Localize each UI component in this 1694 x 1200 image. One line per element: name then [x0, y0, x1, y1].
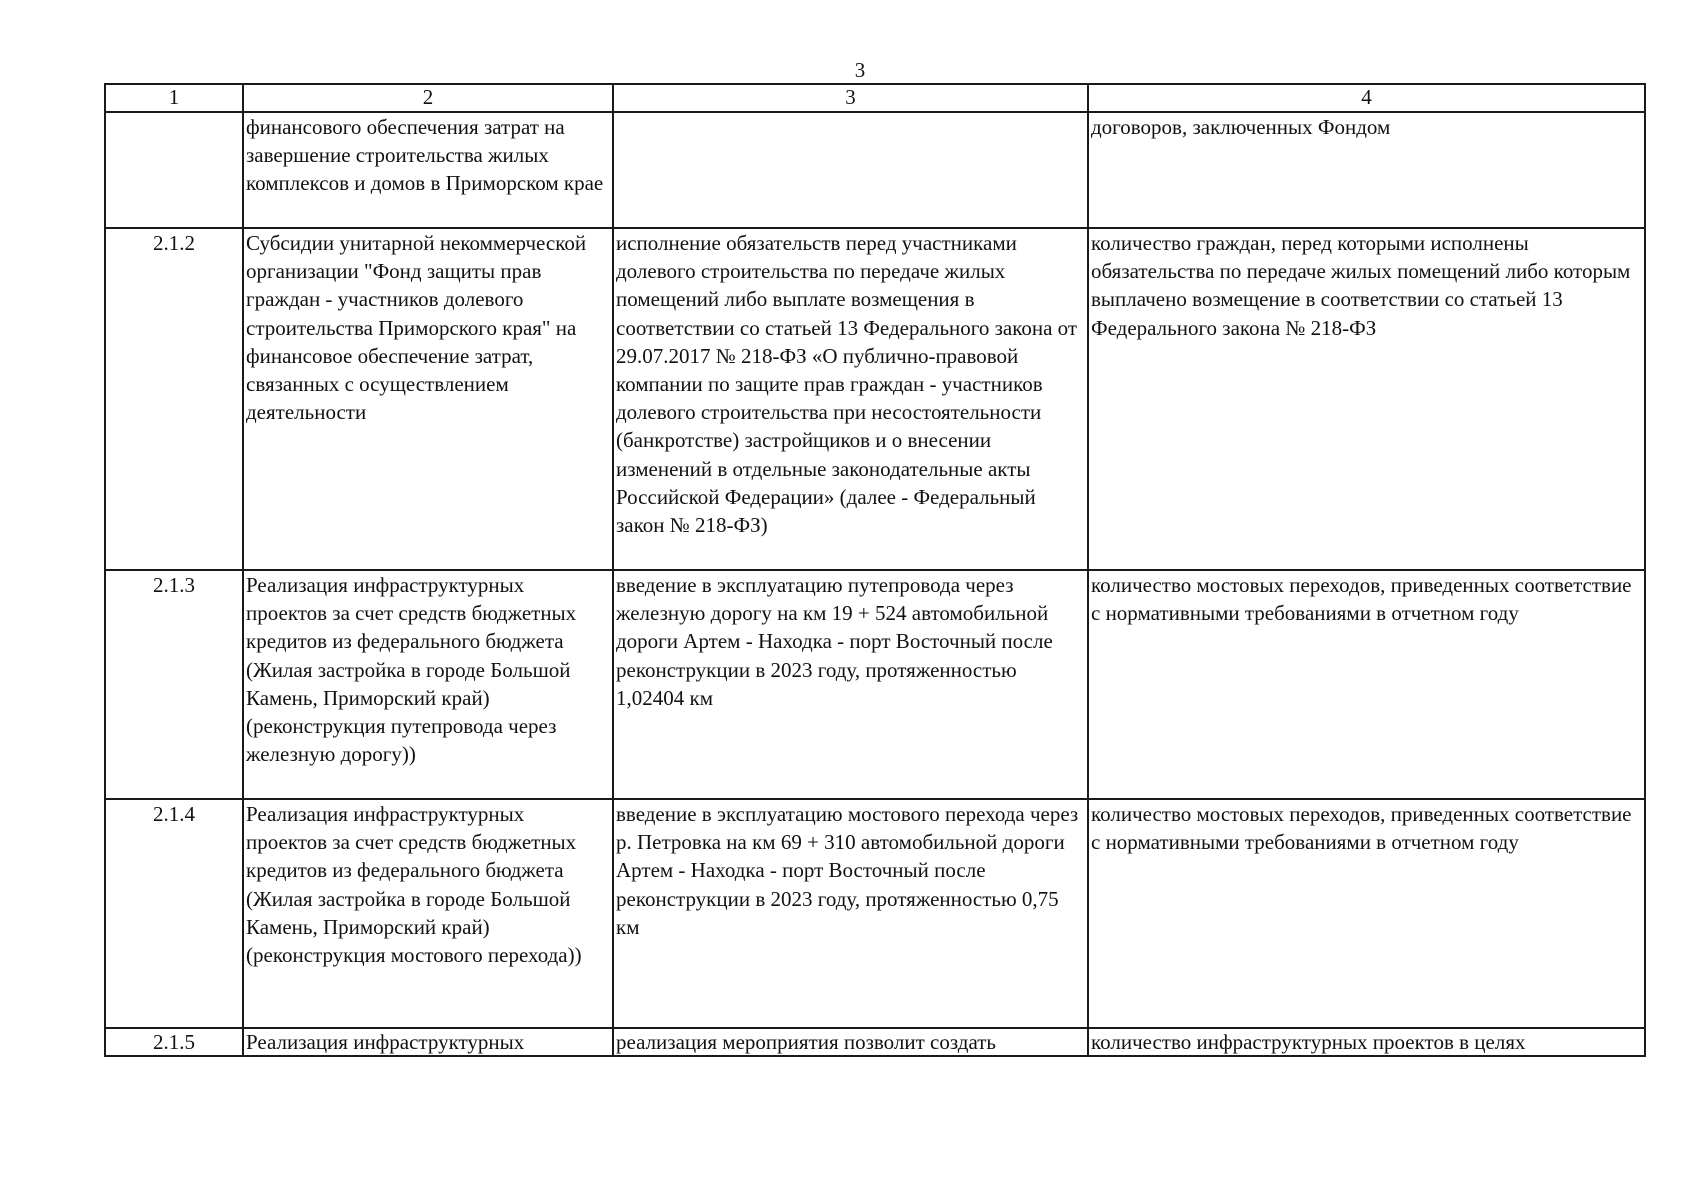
- expected-result-cell: введение в эксплуатацию путепровода через железную дорогу на км 19 + 524 автомобильной дороги Артем - Находка - порт Восточный после реконструкции в 2023 году, протяженностью 1,02404 км: [613, 570, 1088, 799]
- table-row: [105, 570, 1645, 799]
- activity-name-cell: Реализация инфраструктурных проектов за счет средств бюджетных кредитов из федерального бюджета (Жилая застройка в городе Большой Камень, Приморский край) (реконструкция путепровода через железную дорогу)): [243, 570, 613, 799]
- table-row: [105, 228, 1645, 570]
- indicator-cell: количество мостовых переходов, приведенных соответствие с нормативными требованиями в отчетном году: [1088, 570, 1645, 799]
- column-header-2: 2: [243, 84, 613, 112]
- table-row: [105, 112, 1645, 228]
- indicator-cell: количество мостовых переходов, приведенных соответствие с нормативными требованиями в отчетном году: [1088, 799, 1645, 1028]
- row-number-cell: 2.1.3: [105, 570, 243, 799]
- indicator-cell: количество инфраструктурных проектов в целях: [1088, 1028, 1645, 1056]
- row-number-cell: 2.1.4: [105, 799, 243, 1028]
- page-number: 3: [854, 58, 866, 82]
- activity-name-cell: Реализация инфраструктурных проектов за счет средств бюджетных кредитов из федерального бюджета (Жилая застройка в городе Большой Камень, Приморский край) (реконструкция мостового перехода)): [243, 799, 613, 1028]
- expected-result-cell: реализация мероприятия позволит создать: [613, 1028, 1088, 1056]
- activity-name-cell: Реализация инфраструктурных: [243, 1028, 613, 1056]
- expected-result-cell: введение в эксплуатацию мостового перехода через р. Петровка на км 69 + 310 автомобильной дороги Артем - Находка - порт Восточный после реконструкции в 2023 году, протяженностью 0,75 км: [613, 799, 1088, 1028]
- column-header-4: 4: [1088, 84, 1645, 112]
- document-table: [104, 83, 1646, 1057]
- indicator-cell: договоров, заключенных Фондом: [1088, 112, 1645, 228]
- row-number-cell: 2.1.5: [105, 1028, 243, 1056]
- table-row: [105, 1028, 1645, 1056]
- column-header-1: 1: [105, 84, 243, 112]
- row-number-cell: 2.1.2: [105, 228, 243, 570]
- expected-result-cell: [613, 112, 1088, 228]
- table-header-row: [105, 84, 1645, 112]
- expected-result-cell: исполнение обязательств перед участниками долевого строительства по передаче жилых помещений либо выплате возмещения в соответствии со статьей 13 Федерального закона от 29.07.2017 № 218-ФЗ «О публично-правовой компании по защите прав граждан - участников долевого строительства при несостоятельности (банкротстве) застройщиков и о внесении изменений в отдельные законодательные акты Российской Федерации» (далее - Федеральный закон № 218-ФЗ): [613, 228, 1088, 570]
- indicator-cell: количество граждан, перед которыми исполнены обязательства по передаче жилых помещений либо которым выплачено возмещение в соответствии со статьей 13 Федерального закона № 218-ФЗ: [1088, 228, 1645, 570]
- activity-name-cell: Субсидии унитарной некоммерческой организации "Фонд защиты прав граждан - участников долевого строительства Приморского края" на финансовое обеспечение затрат, связанных с осуществлением деятельности: [243, 228, 613, 570]
- row-number-cell: [105, 112, 243, 228]
- column-header-3: 3: [613, 84, 1088, 112]
- table-row: [105, 799, 1645, 1028]
- activity-name-cell: финансового обеспечения затрат на завершение строительства жилых комплексов и домов в Приморском крае: [243, 112, 613, 228]
